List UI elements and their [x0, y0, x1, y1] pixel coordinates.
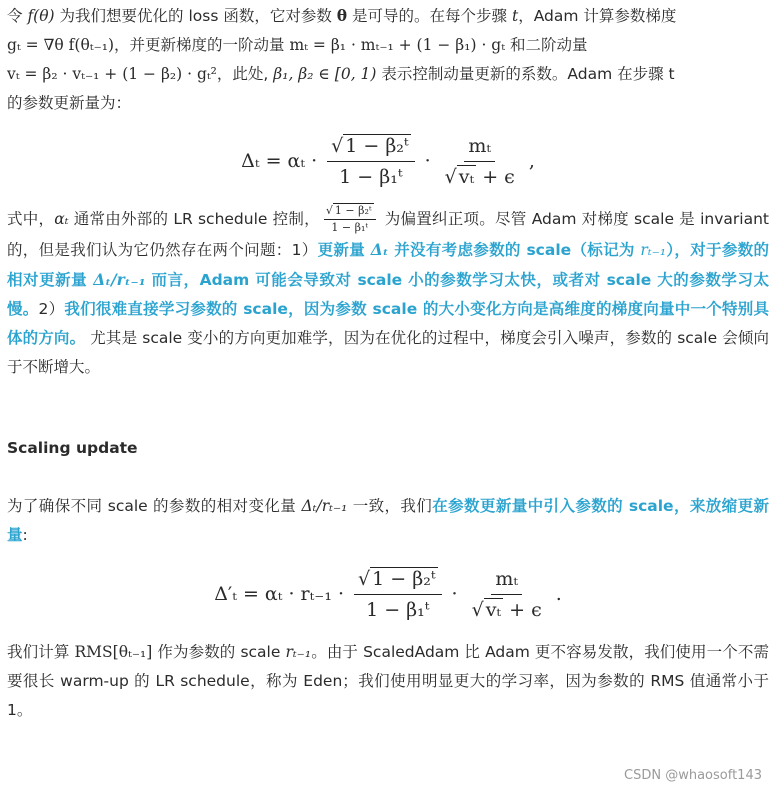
- moment-fraction: $\frac{\text{mₜ}}{\text{√ vₜ + ϵ}}$: [471, 567, 542, 621]
- text: 的参数更新量为：: [7, 94, 132, 112]
- text: 是可导的。在每个步骤: [347, 7, 512, 25]
- math-gradient: gₜ = ∇θ f(θₜ₋₁): [7, 36, 115, 54]
- paragraph-rms-eden: [7, 638, 769, 725]
- math-f-theta: f(θ): [27, 7, 55, 25]
- text: 2）: [38, 300, 65, 318]
- frac-denominator-sqrt: vₜ: [485, 598, 502, 621]
- text: 令: [7, 7, 28, 25]
- text: 和二阶动量: [505, 36, 588, 54]
- frac-denominator-eps: + ϵ: [476, 165, 515, 188]
- section-heading: Scaling update: [7, 439, 138, 457]
- highlight-problem-2: 我们很难直接学习参数的 scale，因为参数 scale 的大小变化方向是高维度的梯度向量中一个特别具体的方向。: [7, 300, 769, 347]
- paragraph-adam-intro: [7, 1, 769, 118]
- inline-bias-correction: $\frac{\text{√ 1 − β₂ᵗ}}{\text{1 − β₁ᵗ}}$: [324, 204, 376, 235]
- text: 尤其是 scale 变小的方向更加难学，因为在优化的过程中，梯度会引入噪声，参数的 scale 会倾向于不断增大。: [7, 329, 769, 376]
- math-first-moment: mₜ = β₁ · mₜ₋₁ + (1 − β₁) · gₜ: [289, 36, 506, 54]
- text: 为我们想要优化的 loss 函数，它对参数: [54, 7, 337, 25]
- equation-scaled-update: Δ′ₜ = αₜ · rₜ₋₁ · $\frac{\text{√ 1 − β₂ᵗ}}{\text{1 − β₁ᵗ}}$ · $\frac{\text{mₜ}}{\text{√ vₜ + ϵ}}$ .: [214, 567, 562, 621]
- frac-denominator: 1 − β₁ᵗ: [366, 598, 430, 621]
- math-theta: θ: [336, 6, 348, 25]
- paragraph-adam-problems: [7, 204, 769, 382]
- frac-numerator: 1 − β₂ᵗ: [372, 567, 436, 590]
- frac-denominator: 1 − β₁ᵗ: [331, 221, 369, 234]
- frac-numerator: 1 − β₂ᵗ: [334, 204, 372, 217]
- bias-correction-fraction: $\frac{\text{√ 1 − β₂ᵗ}}{\text{1 − β₁ᵗ}}$: [327, 133, 414, 190]
- text: 作为参数的 scale: [152, 643, 286, 661]
- math-relative-update: Δₜ/rₜ₋₁: [301, 497, 348, 515]
- paragraph-scaling-intro: [7, 492, 769, 550]
- eq-lhs: Δ′ₜ = αₜ · rₜ₋₁ ·: [214, 583, 345, 605]
- frac-numerator: 1 − β₂ᵗ: [345, 134, 409, 157]
- frac-denominator: 1 − β₁ᵗ: [339, 165, 403, 188]
- text: 我们计算: [7, 643, 75, 661]
- frac-numerator: mₜ: [464, 133, 495, 162]
- text: 通常由外部的 LR schedule 控制，: [68, 210, 320, 228]
- eq-lhs: Δₜ = αₜ ·: [241, 150, 318, 172]
- eq-tail: .: [555, 583, 562, 605]
- text: 为偏置纠正项。尽管 Adam 对梯度 scale 是 invariant 的，但是我们认为它仍然存在两个问题：1）: [7, 210, 769, 259]
- text: ，Adam 计算参数梯度: [518, 7, 677, 25]
- text: 为了确保不同 scale 的参数的相对变化量: [7, 497, 302, 515]
- text: 式中，: [7, 210, 55, 228]
- text: 表示控制动量更新的系数。Adam 在步骤 t: [376, 65, 675, 83]
- text: :: [22, 526, 28, 544]
- text: ，此处,: [216, 65, 274, 83]
- text: ，并更新梯度的一阶动量: [114, 36, 290, 54]
- article-body: [7, 1, 769, 725]
- text: 一致，我们: [347, 497, 433, 515]
- watermark-footer: CSDN @whaosoft143: [624, 768, 762, 783]
- math-alpha: αₜ: [54, 210, 69, 228]
- math-beta-range: β₁, β₂ ∈ [0, 1): [273, 65, 377, 83]
- equation-adam-update: Δₜ = αₜ · $\frac{\text{√ 1 − β₂ᵗ}}{\text{1 − β₁ᵗ}}$ · $\frac{\text{mₜ}}{\text{√ vₜ + ϵ}}$ ,: [241, 134, 535, 188]
- math-rms: RMS[θₜ₋₁]: [74, 643, 153, 661]
- bias-correction-fraction: $\frac{\text{√ 1 − β₂ᵗ}}{\text{1 − β₁ᵗ}}$: [354, 566, 441, 623]
- text: 。由于 ScaledAdam 比 Adam 更不容易发散，我们使用一个不需要很长 warm-up 的 LR schedule，称为 Eden；我们使用明显更大的学习率，因为参数的 RMS 值通常小于 1。: [7, 643, 769, 719]
- highlight-problem-1: 更新量 Δₜ 并没有考虑参数的 scale（标记为 rₜ₋₁），对于参数的相对更新量 Δₜ/rₜ₋₁ 而言，Adam 可能会导致对 scale 小的参数学习太快，或者对 scale 大的参数学习太慢。: [7, 240, 769, 318]
- moment-fraction: $\frac{\text{mₜ}}{\text{√ vₜ + ϵ}}$: [444, 134, 515, 188]
- math-second-moment: vₜ = β₂ · vₜ₋₁ + (1 − β₂) · gₜ²: [7, 65, 217, 83]
- math-r: rₜ₋₁: [285, 643, 312, 661]
- highlight-scaling: 在参数更新量中引入参数的 scale，来放缩更新量: [7, 497, 769, 544]
- frac-numerator: mₜ: [491, 566, 522, 595]
- frac-denominator-sqrt: vₜ: [458, 165, 475, 188]
- frac-denominator-eps: + ϵ: [503, 598, 542, 621]
- math-t: t: [511, 7, 519, 25]
- eq-tail: ,: [528, 150, 535, 172]
